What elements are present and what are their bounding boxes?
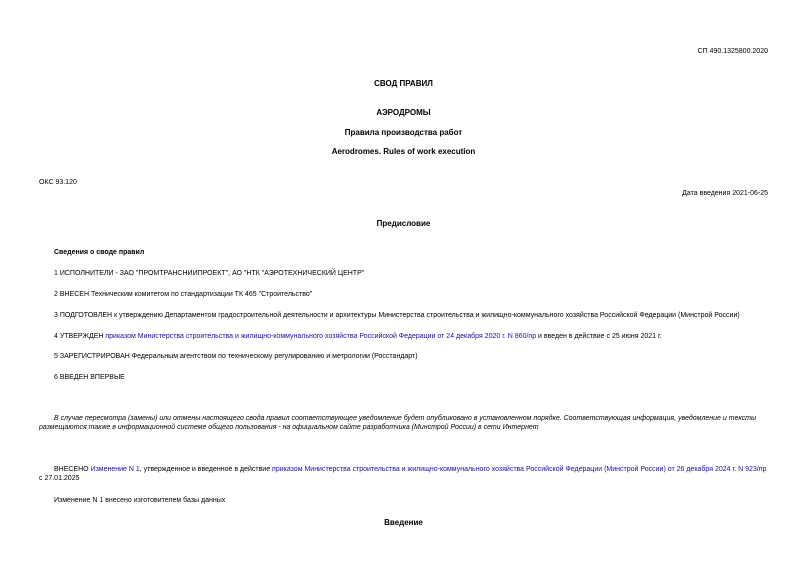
document-title-english: Aerodromes. Rules of work execution xyxy=(331,147,476,156)
amendment-prefix: ВНЕСЕНО xyxy=(54,466,91,473)
preface-item-4-suffix: и введен в действие с 25 июня 2021 г. xyxy=(536,333,662,340)
amendment-suffix: с 27.01.2025 xyxy=(39,474,80,482)
preface-item-3: 3 ПОДГОТОВЛЕН к утверждению Департаментом градостроительной деятельности и архитектуры Министерства строительства и жилищно-коммунального хозяйства Российской Федерации (Минстрой России) xyxy=(54,312,740,319)
document-subtitle: Правила производства работ xyxy=(344,128,463,137)
heading-code-of-rules: СВОД ПРАВИЛ xyxy=(374,79,433,88)
amendment-order-link[interactable]: приказом Министерства строительства и жилищно-коммунального хозяйства Российской Федерации (Минстрой России) от 26 декабря 2024 г. N 923/пр xyxy=(272,466,767,473)
preface-item-2: 2 ВНЕСЕН Техническим комитетом по стандартизации ТК 465 "Строительство" xyxy=(54,291,313,298)
introduction-heading: Введение xyxy=(384,518,423,527)
preface-item-4-prefix: 4 УТВЕРЖДЕН xyxy=(54,333,106,340)
preface-item-1: 1 ИСПОЛНИТЕЛИ - ЗАО "ПРОМТРАНСНИИПРОЕКТ", АО "НТК "АЭРОТЕХНИЧЕСКИЙ ЦЕНТР" xyxy=(54,270,365,277)
preface-heading: Предисловие xyxy=(376,219,431,228)
preface-item-4 xyxy=(54,333,662,342)
document-code: СП 490.1325800.2020 xyxy=(697,48,768,55)
amendment-1-link[interactable]: Изменение N 1 xyxy=(90,466,140,473)
amendment-middle: , утвержденное и введенное в действие xyxy=(139,466,273,473)
amendment-db-note: Изменение N 1 внесено изготовителем базы данных xyxy=(54,497,226,504)
amendment-note xyxy=(39,466,768,484)
approval-order-link[interactable]: приказом Министерства строительства и жилищно-коммунального хозяйства Российской Федерации от 24 декабря 2020 г. N 860/пр xyxy=(105,333,537,340)
oks-code: ОКС 93.120 xyxy=(39,179,77,186)
document-title: АЭРОДРОМЫ xyxy=(376,108,431,117)
rules-info-heading: Сведения о своде правил xyxy=(54,249,145,256)
introduction-date: Дата введения 2021-06-25 xyxy=(682,190,768,197)
preface-item-6: 6 ВВЕДЕН ВПЕРВЫЕ xyxy=(54,374,125,381)
revision-notice: В случае пересмотра (замены) или отмены настоящего свода правил соответствующее уведомление будет опубликовано в установленном порядке. Соответствующая информация, уведомление и тексты размещаются также в информационной системе общего пользования - на официальном сайте разработчика (Минстрой России) в сети Интернет xyxy=(39,415,757,431)
preface-item-5: 5 ЗАРЕГИСТРИРОВАН Федеральным агентством по техническому регулированию и метрологии (Росстандарт) xyxy=(54,353,418,360)
